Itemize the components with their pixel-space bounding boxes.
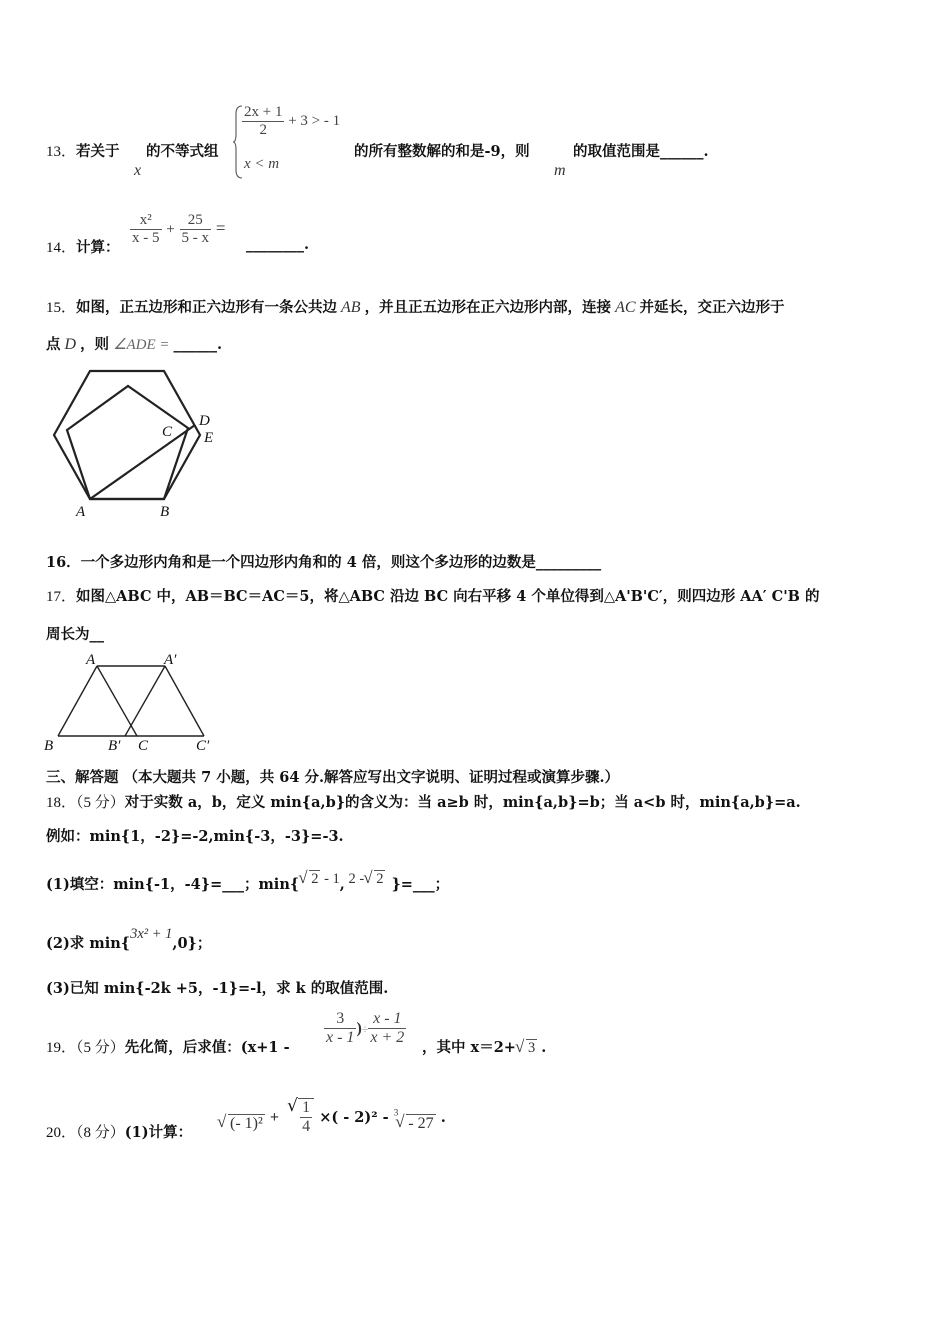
segment-a2c2	[165, 666, 204, 736]
segment-ab	[58, 666, 97, 736]
q19-f1-den: x - 1	[326, 1029, 355, 1046]
q20-sqrt-1: √ (- 1)²	[228, 1114, 265, 1133]
q20-cube-index: 3	[393, 1107, 399, 1118]
q19-f2-den: x + 2	[370, 1029, 405, 1046]
q14-blank: ________.	[246, 236, 310, 253]
q15-blank: ______.	[173, 336, 223, 353]
q15-text-1: 如图，正五边形和正六边形有一条公共边	[76, 299, 338, 316]
question-20	[46, 1121, 192, 1142]
q19-text-3: .	[541, 1039, 547, 1056]
q18-part-2	[46, 926, 212, 953]
q19-rparen: )	[356, 1020, 362, 1037]
q13-text-2: 的不等式组	[146, 143, 219, 160]
q18-sqrt-2: √ 2	[374, 870, 385, 888]
q14-eq: =	[215, 218, 226, 238]
q18-p2-end: ,0}；	[172, 935, 212, 952]
question-number: 18．	[46, 795, 77, 811]
q18-p1-comma: ,	[339, 876, 345, 893]
q20-text-2: ×( - 2)² -	[319, 1109, 389, 1126]
q19-expression	[324, 1010, 406, 1047]
q14-expression	[130, 212, 225, 247]
label-b: B	[44, 738, 54, 752]
question-number: 14．	[46, 240, 77, 256]
q15-text-4: 点	[46, 336, 61, 353]
question-number: 20．	[46, 1125, 77, 1141]
question-14	[46, 236, 120, 257]
q14-f1-num: x²	[130, 212, 162, 230]
q15-text-2: ，并且正五边形在正六边形内部，连接	[364, 299, 612, 316]
q13-sys-line2: x < m	[244, 156, 280, 172]
q19-sqrt-3: √ 3	[526, 1039, 537, 1057]
q13-sys-num: 2x + 1	[244, 104, 283, 120]
q18-p2-text: (2)求 min{	[46, 935, 131, 952]
q15-angle: ∠ADE =	[113, 337, 170, 353]
q19-text-2: ，其中 x＝2+	[422, 1039, 516, 1056]
q15-hexagon-pentagon-figure	[40, 360, 240, 522]
q18-p1-minus1: - 1	[324, 871, 340, 887]
q18-p1-end: }=___；	[391, 876, 450, 893]
q18-part-3: (3)已知 min{-2k +5，-1}=-l，求 k 的取值范围.	[46, 980, 389, 997]
question-17	[46, 585, 819, 606]
q20-text-3: .	[440, 1109, 446, 1126]
q18-p2-expr: 3x² + 1	[130, 926, 173, 942]
hexagon-shape	[54, 371, 200, 499]
q15-ac: AC	[615, 299, 636, 316]
question-19	[46, 1036, 290, 1057]
q19-tail	[422, 1036, 546, 1057]
q18-sqrt-1: √ 2	[309, 870, 320, 888]
q13-sys-den: 2	[259, 122, 267, 138]
q15-ab: AB	[341, 299, 361, 316]
q19-f1-num: 3	[324, 1010, 356, 1029]
q18-score: （5 分）	[76, 795, 125, 811]
label-c: C	[138, 738, 149, 752]
question-number: 17．	[46, 589, 77, 605]
q17-triangle-figure	[40, 648, 220, 752]
q19-score: （5 分）	[76, 1040, 125, 1056]
q18-p1-two-minus: 2 -	[348, 871, 365, 887]
segment-a2b2	[125, 666, 165, 736]
q13-text-1: 若关于	[76, 143, 120, 160]
q14-f2-num: 25	[180, 212, 212, 230]
label-c: C	[162, 424, 173, 440]
q17-line1: 如图△ABC 中，AB＝BC＝AC＝5，将△ABC 沿边 BC 向右平移 4 个单位得到△A'B'C′，则四边形 AA′ C'B 的	[76, 588, 820, 605]
label-b: B	[160, 504, 170, 520]
label-c-prime: C′	[196, 738, 210, 752]
question-number: 13．	[46, 144, 77, 160]
q13-var-x: x	[134, 162, 142, 179]
question-15-line2	[46, 333, 222, 354]
question-number: 15．	[46, 300, 77, 316]
q14-f2-den: 5 - x	[181, 230, 210, 246]
label-a-prime: A′	[164, 652, 177, 668]
q14-text-1: 计算：	[76, 239, 120, 256]
q15-text-3: 并延长，交正六边形于	[639, 299, 785, 316]
label-d: D	[199, 413, 210, 429]
line-ad	[90, 425, 195, 499]
question-18	[46, 791, 801, 812]
q18-intro: 对于实数 a，b，定义 min{a,b}的含义为：当 a≥b 时，min{a,b}=b；当 a<b 时，min{a,b}=a.	[124, 794, 801, 811]
q14-f1-den: x - 5	[132, 230, 160, 246]
label-e: E	[204, 430, 214, 446]
q13-sys-rest: + 3 > - 1	[288, 112, 341, 129]
q15-d: D	[64, 336, 77, 353]
q19-divide: ÷	[361, 1022, 369, 1036]
label-a: A	[86, 652, 96, 668]
q18-part-1	[46, 873, 449, 894]
q13-text-3: 的所有整数解的和是-9，则	[354, 143, 530, 160]
q15-text-5: ，则	[80, 336, 110, 353]
q18-p1-text: (1)填空：min{-1，-4}=___；min{	[46, 876, 300, 893]
question-16: 16．一个多边形内角和是一个四边形内角和的 4 倍，则这个多边形的边数是_________	[46, 554, 602, 571]
q14-plus: +	[166, 221, 175, 238]
q17-line2: 周长为__	[46, 626, 104, 643]
q13-var-m: m	[554, 162, 566, 179]
q13-inequality-system	[232, 104, 352, 180]
label-b-prime: B′	[108, 738, 121, 752]
q18-example: 例如：min{1，-2}=-2,min{-3，-3}=-3.	[46, 828, 344, 845]
q20-cuberoot: √ - 27	[406, 1114, 435, 1133]
q20-text-1: (1)计算：	[124, 1124, 193, 1141]
q13-text-4: 的取值范围是______.	[573, 143, 709, 160]
q20-f-den: 4	[302, 1118, 311, 1135]
label-a: A	[76, 504, 86, 520]
question-number: 19．	[46, 1040, 77, 1056]
q19-f2-num: x - 1	[368, 1010, 406, 1029]
section-3-title: 三、解答题 （本大题共 7 小题，共 64 分.解答应写出文字说明、证明过程或演算步骤.）	[46, 769, 620, 786]
q19-text-1: 先化简，后求值：(x+1 -	[124, 1039, 290, 1056]
question-15	[46, 296, 785, 317]
q20-f-num: √ 1	[302, 1099, 311, 1116]
question-13	[46, 140, 120, 161]
q20-score: （8 分）	[76, 1125, 125, 1141]
q20-expression	[218, 1098, 446, 1136]
q20-plus: +	[269, 1109, 279, 1126]
